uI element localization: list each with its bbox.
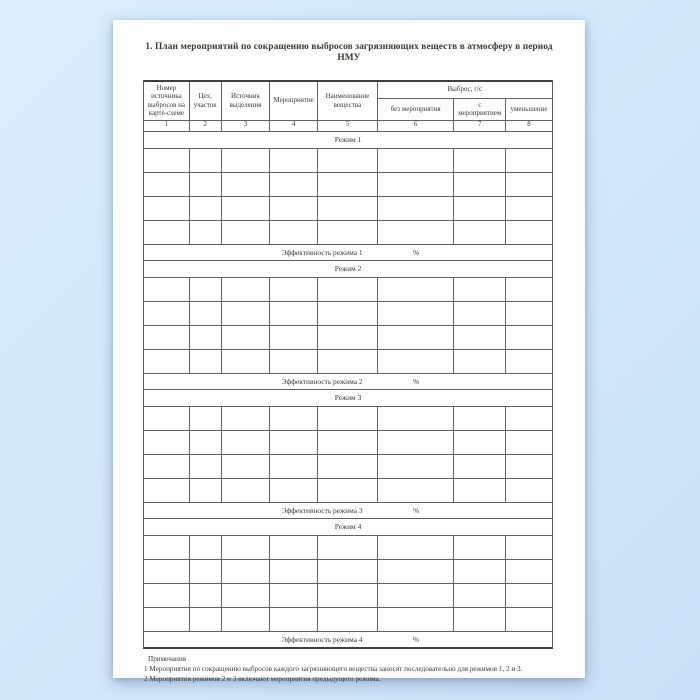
empty-table-cell xyxy=(190,197,222,221)
empty-table-cell xyxy=(378,350,455,374)
empty-table-cell xyxy=(506,197,552,221)
column-header-measure: Мероприятие xyxy=(270,82,318,120)
column-number: 5 xyxy=(318,121,378,131)
empty-table-cell xyxy=(190,560,222,584)
empty-table-cell xyxy=(318,302,378,326)
empty-table-cell xyxy=(222,431,271,455)
empty-table-cell xyxy=(270,221,318,245)
empty-table-cell xyxy=(270,278,318,302)
empty-table-cell xyxy=(190,221,222,245)
empty-table-cell xyxy=(270,479,318,503)
empty-table-cell xyxy=(270,350,318,374)
empty-table-cell xyxy=(270,455,318,479)
note-item: 2 Мероприятия режимов 2 и 3 включают мероприятия предыдущего режима. xyxy=(144,675,381,683)
empty-table-cell xyxy=(378,221,455,245)
empty-table-cell xyxy=(144,536,190,560)
empty-table-cell xyxy=(378,431,455,455)
column-header-source-number: Номер источника выбросов на карте-схеме xyxy=(144,82,190,120)
empty-table-cell xyxy=(506,326,552,350)
column-header-reduction: уменьшение xyxy=(510,104,548,113)
column-header-emission-source: Источник выделения xyxy=(222,82,271,120)
column-number: 4 xyxy=(270,121,318,131)
empty-table-cell xyxy=(454,221,506,245)
column-header-substance-name: Наименование вещества xyxy=(318,82,378,120)
column-group-header-emission: Выброс, г/с xyxy=(378,82,552,99)
empty-table-cell xyxy=(454,350,506,374)
empty-table-cell xyxy=(454,431,506,455)
empty-table-cell xyxy=(506,173,552,197)
empty-table-cell xyxy=(270,197,318,221)
empty-table-cell xyxy=(506,407,552,431)
empty-table-cell xyxy=(506,149,552,173)
empty-table-cell xyxy=(506,584,552,608)
empty-table-cell xyxy=(378,173,455,197)
empty-table-cell xyxy=(222,326,271,350)
column-header-with-measure: с мероприятием xyxy=(454,99,506,120)
empty-table-cell xyxy=(222,278,271,302)
regime-4-efficiency-row xyxy=(144,632,552,647)
measures-table xyxy=(143,80,553,649)
empty-table-cell xyxy=(222,536,271,560)
empty-table-cell xyxy=(506,479,552,503)
regime-1-data-grid xyxy=(144,149,552,245)
empty-table-cell xyxy=(144,278,190,302)
empty-table-cell xyxy=(270,584,318,608)
empty-table-cell xyxy=(318,608,378,632)
empty-table-cell xyxy=(144,197,190,221)
efficiency-percent-sign: % xyxy=(413,505,420,515)
empty-table-cell xyxy=(222,197,271,221)
empty-table-cell xyxy=(506,350,552,374)
empty-table-cell xyxy=(378,326,455,350)
empty-table-cell xyxy=(454,278,506,302)
empty-table-cell xyxy=(270,431,318,455)
empty-table-cell xyxy=(318,479,378,503)
empty-table-cell xyxy=(318,407,378,431)
empty-table-cell xyxy=(378,455,455,479)
empty-table-cell xyxy=(144,302,190,326)
regime-3-data-grid xyxy=(144,407,552,503)
empty-table-cell xyxy=(144,326,190,350)
empty-table-cell xyxy=(318,149,378,173)
empty-table-cell xyxy=(454,149,506,173)
empty-table-cell xyxy=(318,536,378,560)
empty-table-cell xyxy=(318,173,378,197)
efficiency-label: Эффективность режима 3 xyxy=(281,505,363,515)
empty-table-cell xyxy=(222,350,271,374)
efficiency-percent-sign: % xyxy=(413,376,420,386)
column-header-without-measure: без мероприятия xyxy=(378,99,455,120)
empty-table-cell xyxy=(506,455,552,479)
empty-table-cell xyxy=(222,302,271,326)
empty-table-cell xyxy=(378,197,455,221)
empty-table-cell xyxy=(144,608,190,632)
empty-table-cell xyxy=(378,584,455,608)
empty-table-cell xyxy=(190,608,222,632)
column-numbers-row xyxy=(144,121,552,132)
empty-table-cell xyxy=(506,560,552,584)
empty-table-cell xyxy=(378,608,455,632)
regime-4-data-grid xyxy=(144,536,552,632)
empty-table-cell xyxy=(454,455,506,479)
empty-table-cell xyxy=(318,278,378,302)
empty-table-cell xyxy=(454,584,506,608)
column-number: 3 xyxy=(222,121,271,131)
empty-table-cell xyxy=(454,608,506,632)
empty-table-cell xyxy=(190,479,222,503)
empty-table-cell xyxy=(190,278,222,302)
empty-table-cell xyxy=(190,302,222,326)
empty-table-cell xyxy=(318,350,378,374)
empty-table-cell xyxy=(454,407,506,431)
empty-table-cell xyxy=(270,407,318,431)
empty-table-cell xyxy=(506,221,552,245)
notes-block xyxy=(144,654,557,685)
empty-table-cell xyxy=(270,560,318,584)
empty-table-cell xyxy=(222,407,271,431)
empty-table-cell xyxy=(454,536,506,560)
empty-table-cell xyxy=(378,536,455,560)
efficiency-percent-sign: % xyxy=(413,247,420,257)
empty-table-cell xyxy=(144,479,190,503)
efficiency-percent-sign: % xyxy=(413,634,420,644)
empty-table-cell xyxy=(454,560,506,584)
empty-table-cell xyxy=(506,536,552,560)
empty-table-cell xyxy=(222,560,271,584)
empty-table-cell xyxy=(506,608,552,632)
empty-table-cell xyxy=(454,302,506,326)
empty-table-cell xyxy=(144,431,190,455)
empty-table-cell xyxy=(454,479,506,503)
column-number: 7 xyxy=(454,121,506,131)
empty-table-cell xyxy=(270,302,318,326)
empty-table-cell xyxy=(270,149,318,173)
column-number: 8 xyxy=(527,121,531,129)
empty-table-cell xyxy=(144,455,190,479)
empty-table-cell xyxy=(506,302,552,326)
empty-table-cell xyxy=(318,197,378,221)
empty-table-cell xyxy=(270,326,318,350)
empty-table-cell xyxy=(190,350,222,374)
empty-table-cell xyxy=(270,608,318,632)
notes-heading: Примечания xyxy=(148,654,186,663)
regime-3-label-row: Режим 3 xyxy=(144,390,552,407)
empty-table-cell xyxy=(318,455,378,479)
empty-table-cell xyxy=(222,608,271,632)
efficiency-label: Эффективность режима 2 xyxy=(281,376,363,386)
empty-table-cell xyxy=(222,149,271,173)
empty-table-cell xyxy=(318,584,378,608)
empty-table-cell xyxy=(318,221,378,245)
empty-table-cell xyxy=(144,350,190,374)
empty-table-cell xyxy=(190,326,222,350)
regime-2-label-row: Режим 2 xyxy=(144,261,552,278)
empty-table-cell xyxy=(454,173,506,197)
empty-table-cell xyxy=(378,560,455,584)
document-title: 1. План мероприятий по сокращению выбросов загрязняющих веществ в атмосферу в период НМУ xyxy=(145,42,553,64)
empty-table-cell xyxy=(144,149,190,173)
empty-table-cell xyxy=(222,479,271,503)
empty-table-cell xyxy=(190,407,222,431)
empty-table-cell xyxy=(378,479,455,503)
empty-table-cell xyxy=(378,302,455,326)
note-item: 1 Мероприятия по сокращению выбросов каждого загрязняющего вещества заносят последовательно для режимов 1, 2 и 3. xyxy=(144,664,523,673)
regime-2-data-grid xyxy=(144,278,552,374)
column-number: 6 xyxy=(378,121,455,131)
efficiency-label: Эффективность режима 4 xyxy=(281,634,363,644)
empty-table-cell xyxy=(378,149,455,173)
table-header-row xyxy=(144,82,552,121)
empty-table-cell xyxy=(144,584,190,608)
empty-table-cell xyxy=(222,221,271,245)
empty-table-cell xyxy=(144,560,190,584)
regime-2-efficiency-row xyxy=(144,374,552,390)
empty-table-cell xyxy=(222,455,271,479)
empty-table-cell xyxy=(190,584,222,608)
empty-table-cell xyxy=(318,560,378,584)
empty-table-cell xyxy=(506,278,552,302)
empty-table-cell xyxy=(270,173,318,197)
empty-table-cell xyxy=(190,536,222,560)
empty-table-cell xyxy=(222,584,271,608)
empty-table-cell xyxy=(378,407,455,431)
column-number: 2 xyxy=(190,121,222,131)
efficiency-label: Эффективность режима 1 xyxy=(281,247,363,257)
empty-table-cell xyxy=(222,173,271,197)
empty-table-cell xyxy=(144,407,190,431)
empty-table-cell xyxy=(190,431,222,455)
empty-table-cell xyxy=(378,278,455,302)
document-page xyxy=(113,20,585,683)
regime-1-label-row: Режим 1 xyxy=(144,132,552,149)
empty-table-cell xyxy=(454,197,506,221)
regime-1-efficiency-row xyxy=(144,245,552,261)
column-number: 1 xyxy=(144,121,190,131)
empty-table-cell xyxy=(190,149,222,173)
empty-table-cell xyxy=(144,173,190,197)
column-header-workshop: Цех, участок xyxy=(190,82,222,120)
regime-4-label-row: Режим 4 xyxy=(144,519,552,536)
empty-table-cell xyxy=(318,431,378,455)
empty-table-cell xyxy=(144,221,190,245)
empty-table-cell xyxy=(454,326,506,350)
regime-3-efficiency-row xyxy=(144,503,552,519)
empty-table-cell xyxy=(190,455,222,479)
empty-table-cell xyxy=(190,173,222,197)
empty-table-cell xyxy=(318,326,378,350)
empty-table-cell xyxy=(506,431,552,455)
empty-table-cell xyxy=(270,536,318,560)
